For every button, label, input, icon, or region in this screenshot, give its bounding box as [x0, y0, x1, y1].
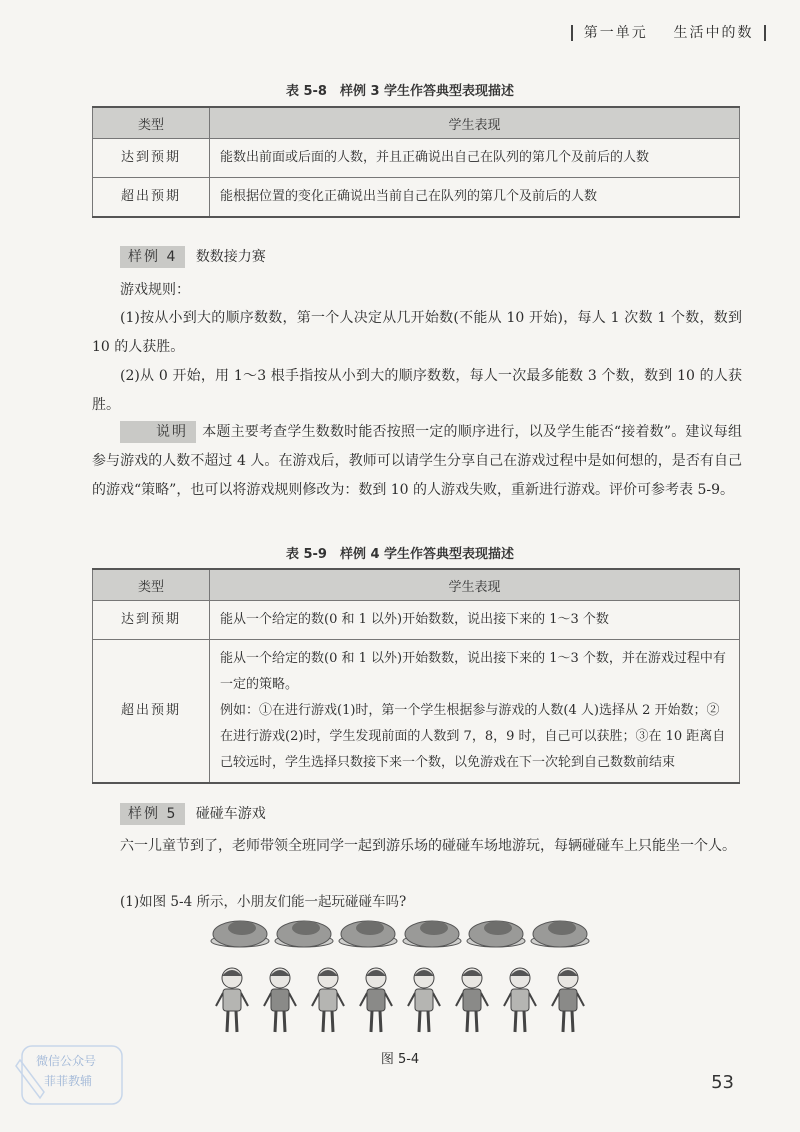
rule-1: (1)按从小到大的顺序数数，第一个人决定从几开始数(不能从 10 开始)，每人 1 次数 1 个数，数到 10 的人获胜。	[92, 310, 742, 355]
header-divider	[764, 25, 766, 41]
row-type: 达到预期	[93, 601, 210, 640]
header-topic: 生活中的数	[673, 25, 754, 41]
rules-label: 游戏规则：	[120, 282, 190, 298]
table-header-performance: 学生表现	[210, 107, 740, 139]
example-5-question: (1)如图 5-4 所示，小朋友们能一起玩碰碰车吗?	[120, 894, 407, 910]
table-5-8	[92, 106, 740, 218]
figure-5-4	[210, 908, 590, 1043]
child-icon	[456, 968, 488, 1032]
table-5-8-caption: 表 5-8 样例 3 学生作答典型表现描述	[285, 84, 515, 99]
child-icon	[360, 968, 392, 1032]
example-5-heading	[120, 803, 266, 825]
child-icon	[264, 968, 296, 1032]
table-row	[93, 640, 740, 784]
watermark-line2: 菲菲教辅	[44, 1074, 93, 1088]
header-unit: 第一单元	[583, 25, 648, 41]
table-row	[93, 139, 740, 178]
table-row	[93, 178, 740, 218]
child-icon	[312, 968, 344, 1032]
bumper-car-icon	[531, 921, 589, 947]
header-divider	[571, 25, 573, 41]
table-row	[93, 601, 740, 640]
watermark-line1: 微信公众号	[36, 1054, 97, 1068]
running-header	[567, 22, 770, 42]
bumper-car-icon	[403, 921, 461, 947]
bumper-car-icon	[275, 921, 333, 947]
bumper-cars	[211, 921, 589, 947]
watermark-logo	[14, 1040, 134, 1110]
example-5-intro: 六一儿童节到了，老师带领全班同学一起到游乐场的碰碰车场地游玩，每辆碰碰车上只能坐一个人。	[120, 838, 736, 854]
example-title: 数数接力赛	[195, 249, 266, 265]
rule-2: (2)从 0 开始，用 1～3 根手指按从小到大的顺序数数，每人一次最多能数 3 个数，数到 10 的人获胜。	[92, 368, 742, 413]
table-header-performance: 学生表现	[210, 569, 740, 601]
row-type: 超出预期	[93, 178, 210, 218]
child-icon	[552, 968, 584, 1032]
note-tag: 说明	[120, 421, 196, 443]
bumper-car-icon	[211, 921, 269, 947]
child-icon	[408, 968, 440, 1032]
note-paragraph	[92, 418, 742, 505]
bumper-car-icon	[339, 921, 397, 947]
figure-caption: 图 5-4	[380, 1052, 420, 1067]
example-tag: 样例 4	[120, 246, 185, 268]
table-header-type: 类型	[93, 569, 210, 601]
row-desc: 能数出前面或后面的人数，并且正确说出自己在队列的第几个及前后的人数	[210, 139, 740, 178]
example-tag: 样例 5	[120, 803, 185, 825]
note-text: 本题主要考查学生数数时能否按照一定的顺序进行，以及学生能否“接着数”。建议每组参与游戏的人数不超过 4 人。在游戏后，教师可以请学生分享自己在游戏过程中是如何想的，是否有自己的游戏“策略”，也可以将游戏规则修改为：数到 10 的人游戏失败，重新进行游戏。评价可参考表 5-9。	[92, 424, 742, 498]
row-type: 超出预期	[93, 640, 210, 784]
table-header-type: 类型	[93, 107, 210, 139]
bumper-car-icon	[467, 921, 525, 947]
example-title: 碰碰车游戏	[195, 806, 266, 822]
page-number: 53	[711, 1072, 734, 1093]
child-icon	[504, 968, 536, 1032]
table-5-9	[92, 568, 740, 784]
example-4-heading	[120, 246, 266, 268]
row-desc-example: 例如：①在进行游戏(1)时，第一个学生根据参与游戏的人数(4 人)选择从 2 开始数；②在进行游戏(2)时，学生发现前面的人数到 7，8，9 时，自己可以获胜；③在 10 距离自己较远时，学生选择只数接下来一个数，以免游戏在下一次轮到自己数数前结束	[220, 703, 726, 770]
row-desc: 能从一个给定的数(0 和 1 以外)开始数数，说出接下来的 1～3 个数	[210, 601, 740, 640]
row-desc-main: 能从一个给定的数(0 和 1 以外)开始数数，说出接下来的 1～3 个数，并在游戏过程中有一定的策略。	[220, 651, 726, 692]
row-type: 达到预期	[93, 139, 210, 178]
row-desc: 能根据位置的变化正确说出当前自己在队列的第几个及前后的人数	[210, 178, 740, 218]
row-desc	[210, 640, 740, 784]
child-icon	[216, 968, 248, 1032]
children	[216, 968, 584, 1032]
table-5-9-caption: 表 5-9 样例 4 学生作答典型表现描述	[285, 547, 515, 562]
